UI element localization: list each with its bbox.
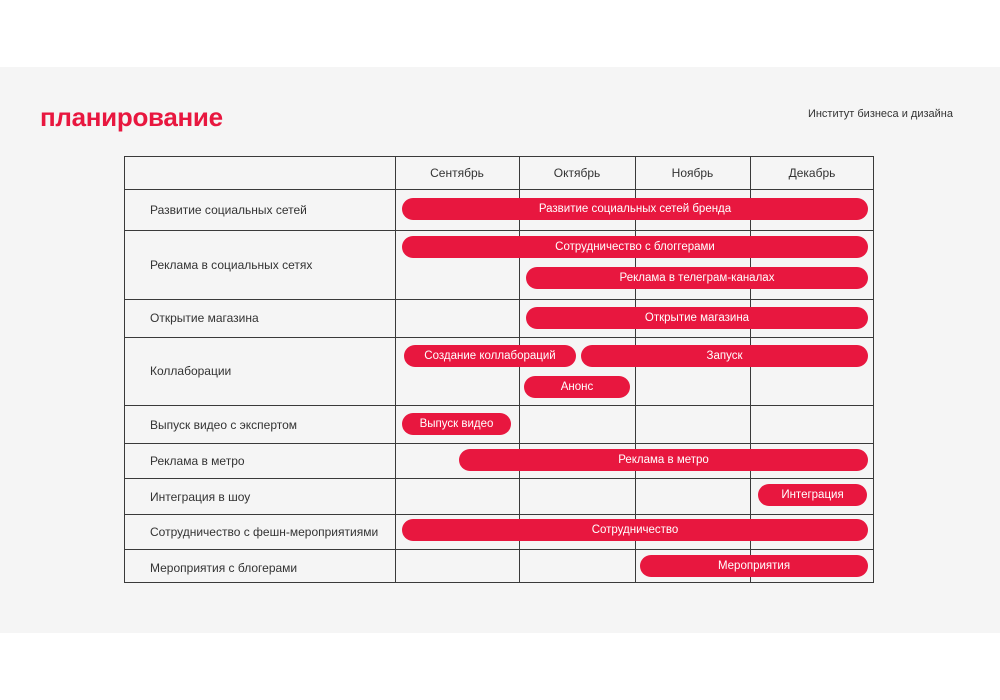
slide: [0, 67, 1000, 633]
month-header-october: Октябрь: [553, 166, 601, 180]
row-label: Выпуск видео с экспертом: [150, 418, 298, 432]
timeline-bar: Создание коллабораций: [404, 345, 576, 367]
row-divider: [125, 189, 873, 190]
row-label: Интеграция в шоу: [150, 490, 251, 504]
row-divider: [125, 337, 873, 338]
timeline-bar: Реклама в метро: [459, 449, 868, 471]
timeline-bar: Интеграция: [758, 484, 867, 506]
row-label: Реклама в социальных сетях: [150, 258, 313, 272]
timeline-bar: Выпуск видео: [402, 413, 511, 435]
page-title: планирование: [40, 102, 223, 132]
row-divider: [125, 514, 873, 515]
row-label: Реклама в метро: [150, 454, 245, 468]
month-header-september: Сентябрь: [430, 166, 484, 180]
row-divider: [125, 405, 873, 406]
row-divider: [125, 549, 873, 550]
row-divider: [125, 230, 873, 231]
timeline-bar: Реклама в телеграм-каналах: [526, 267, 868, 289]
month-header-december: Декабрь: [788, 166, 836, 180]
row-divider: [125, 478, 873, 479]
timeline-bar: Сотрудничество с блоггерами: [402, 236, 868, 258]
month-header-november: Ноябрь: [671, 166, 714, 180]
row-label: Развитие социальных сетей: [150, 203, 307, 217]
row-label: Коллаборации: [150, 364, 232, 378]
row-label: Сотрудничество с фешн-мероприятиями: [150, 525, 379, 539]
timeline-bar: Запуск: [581, 345, 868, 367]
brand-name: Институт бизнеса и дизайна: [807, 108, 953, 120]
column-divider: [395, 157, 396, 582]
timeline-bar: Сотрудничество: [402, 519, 868, 541]
row-label: Мероприятия с блогерами: [150, 561, 298, 575]
row-label: Открытие магазина: [150, 311, 259, 325]
timeline-bar: Развитие социальных сетей бренда: [402, 198, 868, 220]
timeline-bar: Мероприятия: [640, 555, 868, 577]
row-divider: [125, 299, 873, 300]
timeline-bar: Анонс: [524, 376, 630, 398]
row-divider: [125, 443, 873, 444]
planning-table: [124, 156, 874, 583]
timeline-bar: Открытие магазина: [526, 307, 868, 329]
